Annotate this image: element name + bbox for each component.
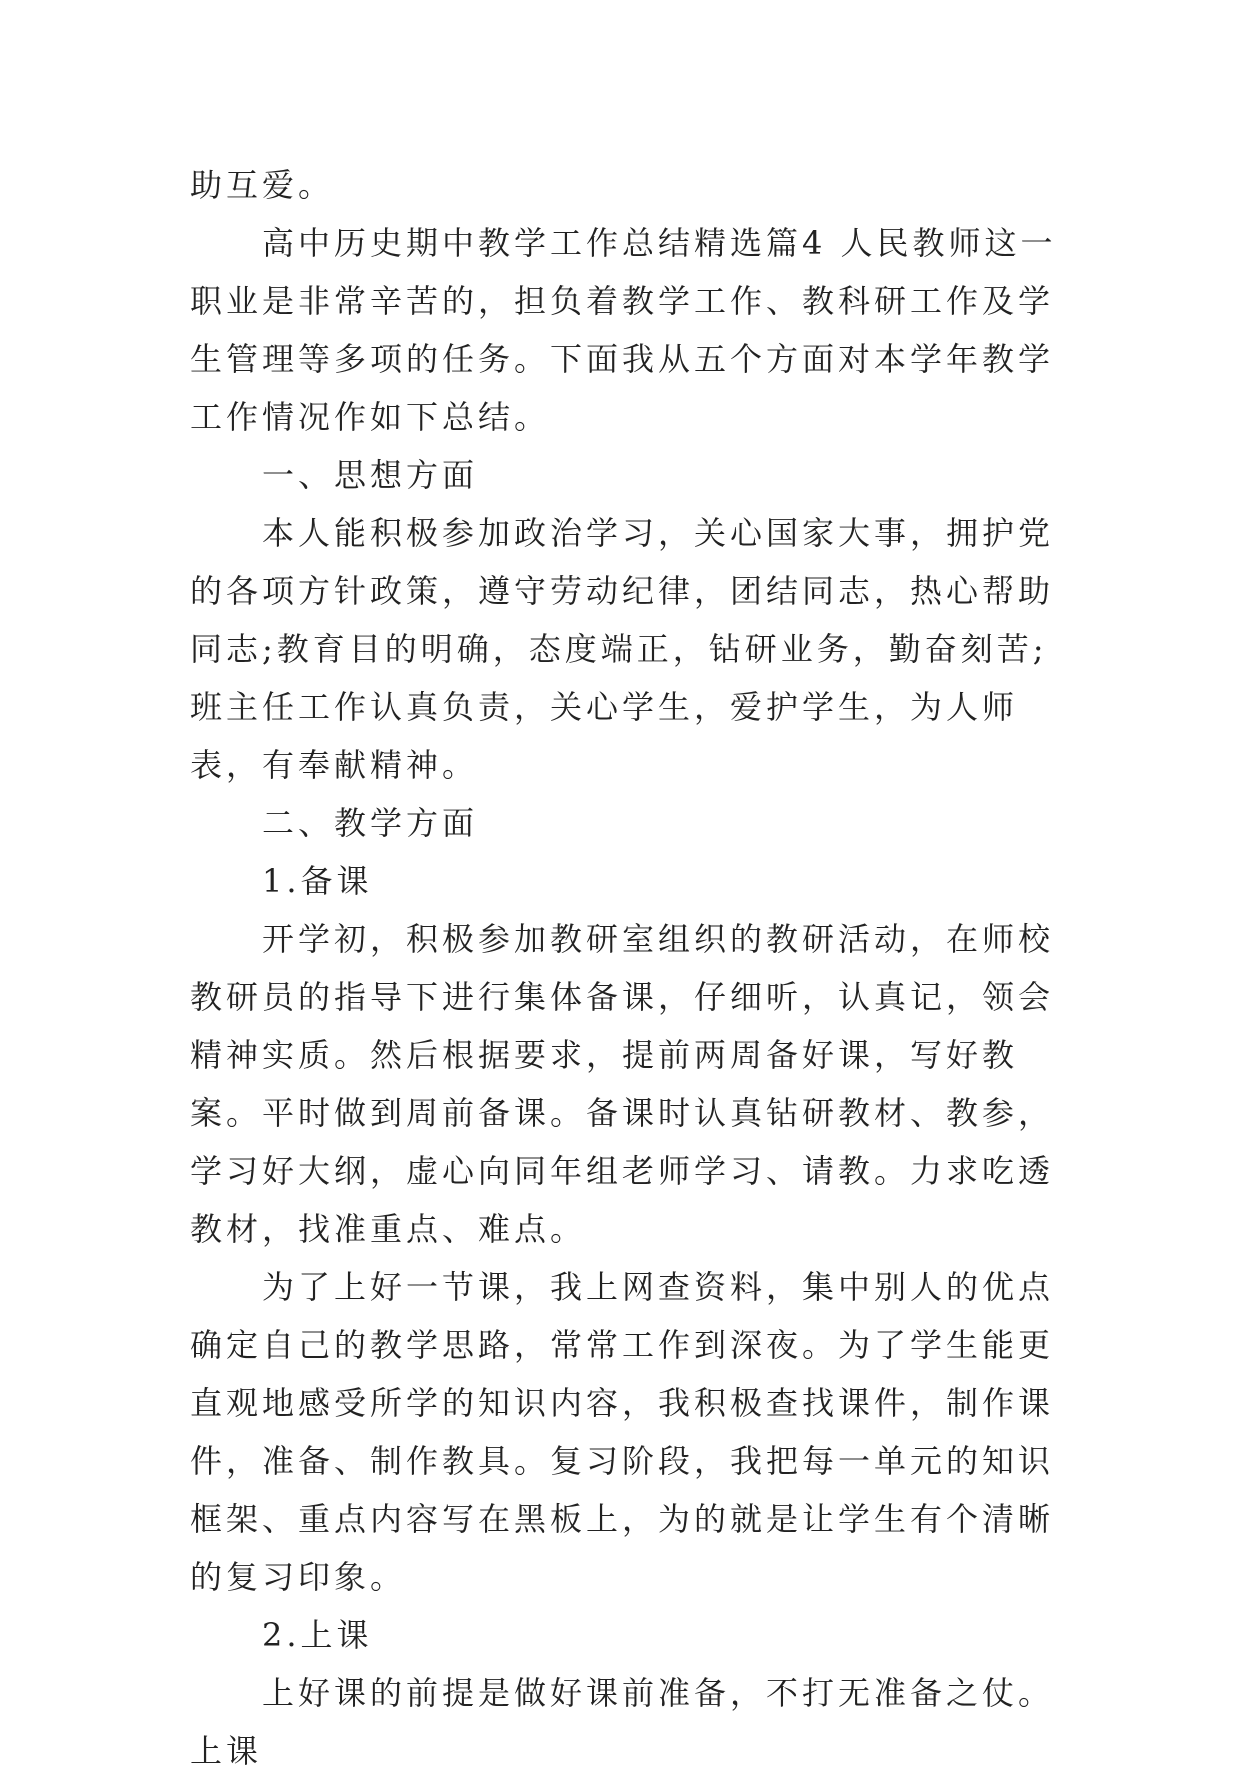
paragraph-thought: 本人能积极参加政治学习，关心国家大事，拥护党的各项方针政策，遵守劳动纪律，团结同志，热心帮助同志;教育目的明确，态度端正，钻研业务，勤奋刻苦;班主任工作认真负责，关心学生，爱护学生，为人师表，有奉献精神。 [190,514,1055,784]
paragraph-class: 上好课的前提是做好课前准备，不打无准备之仗。上课 [190,1674,1055,1770]
section-heading-thought: 一、思想方面 [262,456,479,494]
paragraph-lesson-prep-detail: 为了上好一节课，我上网查资料，集中别人的优点确定自己的教学思路，常常工作到深夜。为了学生能更直观地感受所学的知识内容，我积极查找课件，制作课件，准备、制作教具。复习阶段，我把每一单元的知识框架、重点内容写在黑板上，为的就是让学生有个清晰的复习印象。 [190,1268,1055,1596]
subheading-lesson-prep: 1.备课 [262,862,373,900]
subheading-class: 2.上课 [262,1616,373,1654]
document-body [190,156,1065,1780]
section-heading-teaching: 二、教学方面 [262,804,479,842]
paragraph-lesson-prep: 开学初，积极参加教研室组织的教研活动，在师校教研员的指导下进行集体备课，仔细听，认真记，领会精神实质。然后根据要求，提前两周备好课，写好教案。平时做到周前备课。备课时认真钻研教材、教参，学习好大纲，虚心向同年组老师学习、请教。力求吃透教材，找准重点、难点。 [190,920,1055,1248]
paragraph-intro: 高中历史期中教学工作总结精选篇4 人民教师这一职业是非常辛苦的，担负着教学工作、教科研工作及学生管理等多项的任务。下面我从五个方面对本学年教学工作情况作如下总结。 [190,224,1057,436]
paragraph-continuation: 助互爱。 [190,166,335,204]
